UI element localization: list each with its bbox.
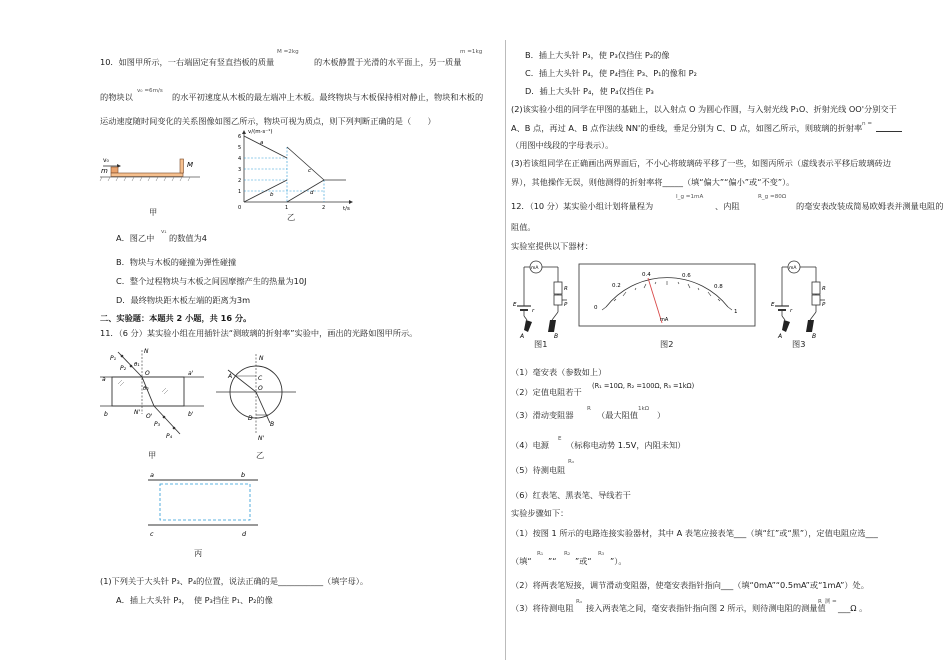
line-a [244, 136, 287, 158]
q10-optionB: B．物块与木板的碰撞为弹性碰撞 [116, 257, 237, 267]
q12-line1b: 的毫安表改装成简易欧姆表并测量电阻的 [796, 201, 944, 211]
label-R: R [822, 286, 826, 292]
graph-letter-c: c [308, 168, 312, 174]
label-b: b [241, 471, 246, 479]
fig-yi-label: 乙 [287, 212, 296, 222]
q10-line1b: 的木板静置于光滑的水平面上，另一质量 [314, 57, 462, 67]
label-P: P [564, 302, 568, 308]
label-b-prime: b' [188, 411, 194, 418]
y-tick-5: 5 [238, 145, 242, 151]
q12-step3b: 接入两表笔之间，毫安表指针指向图 2 所示，则待测电阻的测量值 [586, 603, 826, 613]
fig11-bing-label: 丙 [194, 548, 203, 558]
figure-shifted-glass [146, 470, 266, 542]
fig3-label: 图3 [792, 339, 806, 349]
label-N-prime: N' [134, 409, 141, 416]
label-A: A [520, 333, 525, 340]
x-tick-0: 0 [238, 205, 242, 211]
label-mA: mA [789, 266, 797, 271]
resistor-R [554, 282, 562, 294]
graph-letter-d: d [310, 190, 314, 196]
q12-item3: （3）滑动变阻器 [511, 410, 574, 420]
q12-item5: （5）待测电阻 [511, 465, 566, 475]
v-axis-arrow-icon [242, 130, 246, 134]
label-r: r [790, 308, 793, 314]
q11-part2-answer-blank[interactable] [876, 131, 902, 132]
q12-item4-eq: E [558, 436, 562, 442]
board-barrier [180, 159, 184, 173]
q10-optionA-sym: v₁ [161, 229, 167, 235]
label-c: c [150, 530, 154, 538]
x-tick-1: 1 [285, 205, 289, 211]
q12-item3-eq: 1kΩ [638, 406, 650, 412]
q12-step1-sep1: ”“ [548, 556, 557, 566]
scale-unit: mA [660, 317, 669, 323]
q12-line1-mid: 、内阻 [715, 201, 740, 211]
figure-circle-method [214, 348, 300, 444]
label-E: E [513, 302, 517, 308]
line-c [287, 147, 324, 180]
label-E: E [771, 302, 775, 308]
label-N-prime: N' [258, 435, 265, 442]
scale-label-0: 0 [594, 305, 598, 311]
q12-step2: （2）将两表笔短接，调节滑动变阻器，使毫安表指针指向___（填“0mA”“0.5mA”或“1mA”）处。 [511, 580, 869, 590]
q12-step3a: （3）将待测电阻 [511, 603, 574, 613]
q10-line2a: 的物块以 [100, 92, 133, 102]
q12-step1-R2: R₂ [564, 551, 571, 557]
label-C: C [258, 375, 263, 382]
q12-step3-eq: R_测 = [818, 599, 837, 605]
q11-optionD: D．插上大头针 P₄，使 P₄仅挡住 P₃ [525, 86, 654, 96]
q11-part2-n: n = [862, 121, 873, 127]
q10-line3: 运动速度随时间变化的关系图像如图乙所示，物块可视为质点，则下列判断正确的是（ ） [100, 116, 436, 126]
figure1-ohmmeter-circuit [512, 256, 572, 340]
pin-P4 [173, 427, 176, 430]
figure2-meter-dial [578, 263, 756, 327]
q12-steps: 实验步骤如下： [511, 508, 569, 518]
y-tick-4: 4 [238, 156, 242, 162]
q12-item4-b: （标称电动势 1.5V，内阻未知） [566, 440, 686, 450]
q11-part2-line3: （用图中线段的字母表示）。 [511, 140, 614, 150]
q10-eq-m: m =1kg [460, 49, 483, 55]
label-m: m [101, 167, 108, 175]
label-R: R [564, 286, 568, 292]
block-m [111, 167, 118, 173]
label-a: a [150, 471, 154, 479]
q10-eq-M: M =2kg [277, 49, 299, 55]
q10-optionA-prefix: A．图乙中 [116, 233, 155, 243]
q12-item5-sym: Rₓ [568, 459, 575, 465]
label-theta1: θ₁ [134, 362, 140, 368]
scale-label-0.6: 0.6 [682, 273, 691, 279]
label-P1: P₁ [110, 355, 117, 362]
label-b: b [104, 411, 108, 418]
pin-P3 [163, 416, 166, 419]
q10-line2b: 的水平初速度从木板的最左端冲上木板。最终物块与木板保持相对静止，物块和木板的 [172, 92, 484, 102]
y-tick-6: 6 [238, 134, 242, 140]
label-M: M [187, 161, 194, 169]
label-P2: P₂ [120, 365, 127, 372]
q10-optionC: C．整个过程物块与木板之间因摩擦产生的热量为10J [116, 276, 307, 286]
graph-xlabel: t/s [343, 206, 350, 212]
q11-part2-line2: A、B 点，再过 A、B 点作法线 NN'的垂线，垂足分别为 C、D 点，如图乙所示，则玻璃的折射率 [511, 123, 863, 133]
q12-item4: （4）电源 [511, 440, 549, 450]
q10-optionA-suffix: 的数值为4 [169, 233, 207, 243]
label-v0: v₀ [103, 157, 109, 164]
q12-step1: （1）按图 1 所示的电路连接实验器材，其中 A 表笔应接表笔___（填“红”或“黑”），定值电阻应选___ [511, 528, 878, 538]
pin-P2 [130, 365, 133, 368]
q12-line1a: 12．（10 分）某实验小组计划将量程为 [511, 201, 654, 211]
q12-item6: （6）红表笔、黑表笔、导线若干 [511, 490, 631, 500]
q12-item3-sym: R [587, 406, 591, 412]
y-tick-3: 3 [238, 167, 242, 173]
q10-optionD: D．最终物块距木板左端的距离为3m [116, 295, 251, 305]
probe-B-icon [548, 320, 556, 332]
label-P3: P₃ [154, 421, 161, 428]
label-N: N [259, 355, 264, 362]
label-O-prime: O' [146, 413, 153, 420]
label-d: d [242, 530, 247, 538]
q12-step3-sym: Rₓ [576, 599, 583, 605]
y-tick-1: 1 [238, 189, 242, 195]
fig11-jia-label: 甲 [148, 450, 157, 460]
q11-part3-line1: (3)若该组同学在正确画出两界面后，不小心将玻璃砖平移了一些，如图丙所示（虚线表示平移后玻璃砖边 [511, 158, 892, 168]
graph-letter-b: b [270, 192, 274, 198]
q12-step1b: （填“ [511, 556, 532, 566]
exit-ray [154, 406, 180, 434]
scale-label-1: 1 [734, 309, 738, 315]
probe-A-icon [524, 320, 532, 332]
q12-step1-R3: R₃ [598, 551, 605, 557]
section-2-heading: 二、实验题：本题共 2 小题，共 16 分。 [100, 313, 252, 323]
q12-item1: （1）毫安表（参数如上） [511, 367, 607, 377]
figure-vt-graph [234, 128, 356, 212]
q11-intro: 11．（6 分）某实验小组在用插针法“测玻璃的折射率”实验中，画出的光路如图甲所示。 [100, 328, 418, 338]
label-a: a [102, 376, 106, 383]
figure-block-on-board [100, 153, 205, 183]
scale-label-0.8: 0.8 [714, 284, 723, 290]
q10-eq-v0: v₀ =6m/s [137, 88, 163, 94]
q11-part1: (1)下列关于大头针 P₃、P₄的位置，说法正确的是___________（填字母）。 [100, 576, 369, 586]
q12-line2: 阻值。 [511, 222, 536, 232]
q11-part2-line1: (2)该实验小组的同学在甲图的基础上，以入射点 O 为圆心作圆，与入射光线 P₁O、折射光线 OO'分别交于 [511, 104, 897, 114]
q12-materials: 实验室提供以下器材： [511, 241, 593, 251]
q12-step1-R1: R₁ [537, 551, 544, 557]
pin-P1 [121, 355, 124, 358]
label-A: A [228, 373, 233, 380]
board-M [111, 173, 183, 177]
fig2-label: 图2 [660, 339, 674, 349]
label-mA: mA [531, 266, 539, 271]
label-P4: P₄ [166, 433, 173, 440]
q12-step1c: ”）。 [610, 556, 627, 566]
graph-ylabel: v/(m·s⁻¹) [248, 129, 273, 135]
label-P: P [822, 302, 826, 308]
label-O: O [258, 385, 263, 392]
rheostat-P [812, 295, 820, 305]
q12-eq-Rg: R_g =80Ω [758, 194, 787, 200]
rheostat-P [554, 295, 562, 305]
label-a-prime: a' [188, 370, 194, 377]
q10-line1a: 10．如图甲所示，一右端固定有竖直挡板的质量 [100, 57, 275, 67]
q12-item3-b: （最大阻值 [597, 410, 638, 420]
probe-A-icon [782, 320, 790, 332]
label-B: B [554, 333, 559, 340]
probe-B-icon [806, 320, 814, 332]
y-tick-2: 2 [238, 178, 242, 184]
label-D: D [248, 415, 253, 422]
q12-item2: （2）定值电阻若干 [511, 387, 582, 397]
q12-eq-Ig: I_g =1mA [676, 194, 704, 200]
q12-item2-eq: (R₁ =10Ω, R₂ =100Ω, R₃ =1kΩ) [592, 382, 695, 390]
q11-part1-optionA: A．插上大头针 P₃， 使 P₃挡住 P₁、P₂的像 [116, 595, 273, 605]
resistor-R [812, 282, 820, 294]
scale-label-0.4: 0.4 [642, 272, 651, 278]
label-N: N [144, 348, 149, 355]
scale-label-0.2: 0.2 [612, 283, 621, 289]
fig1-label: 图1 [534, 339, 548, 349]
label-A: A [778, 333, 783, 340]
q11-part3-line2: 界），其他操作无误，则他测得的折射率将_____（填“偏大”“偏小”或“不变”）。 [511, 177, 795, 187]
shifted-glass-outline [160, 484, 250, 520]
q11-optionB: B．插上大头针 P₃，使 P₃仅挡住 P₂的像 [525, 50, 670, 60]
column-divider [505, 40, 506, 660]
q12-step3c: ___Ω 。 [838, 603, 868, 613]
fig11-yi-label: 乙 [256, 450, 265, 460]
label-O: O [145, 370, 150, 377]
label-r: r [532, 308, 535, 314]
figure3-ohmmeter-circuit [770, 256, 830, 340]
q12-item3-c: ） [657, 410, 666, 420]
x-tick-2: 2 [322, 205, 326, 211]
label-B: B [270, 421, 275, 428]
q11-optionC: C．插上大头针 P₄，使 P₄挡住 P₃、P₁的像和 P₂ [525, 68, 697, 78]
figure-glass-refraction [100, 344, 210, 442]
q12-step1-sep2: ”或“ [575, 556, 592, 566]
graph-letter-a: a [260, 140, 264, 146]
t-axis-arrow-icon [349, 200, 353, 204]
fig-jia-label: 甲 [149, 207, 158, 217]
label-theta2: θ₂ [143, 386, 149, 392]
label-B: B [812, 333, 817, 340]
